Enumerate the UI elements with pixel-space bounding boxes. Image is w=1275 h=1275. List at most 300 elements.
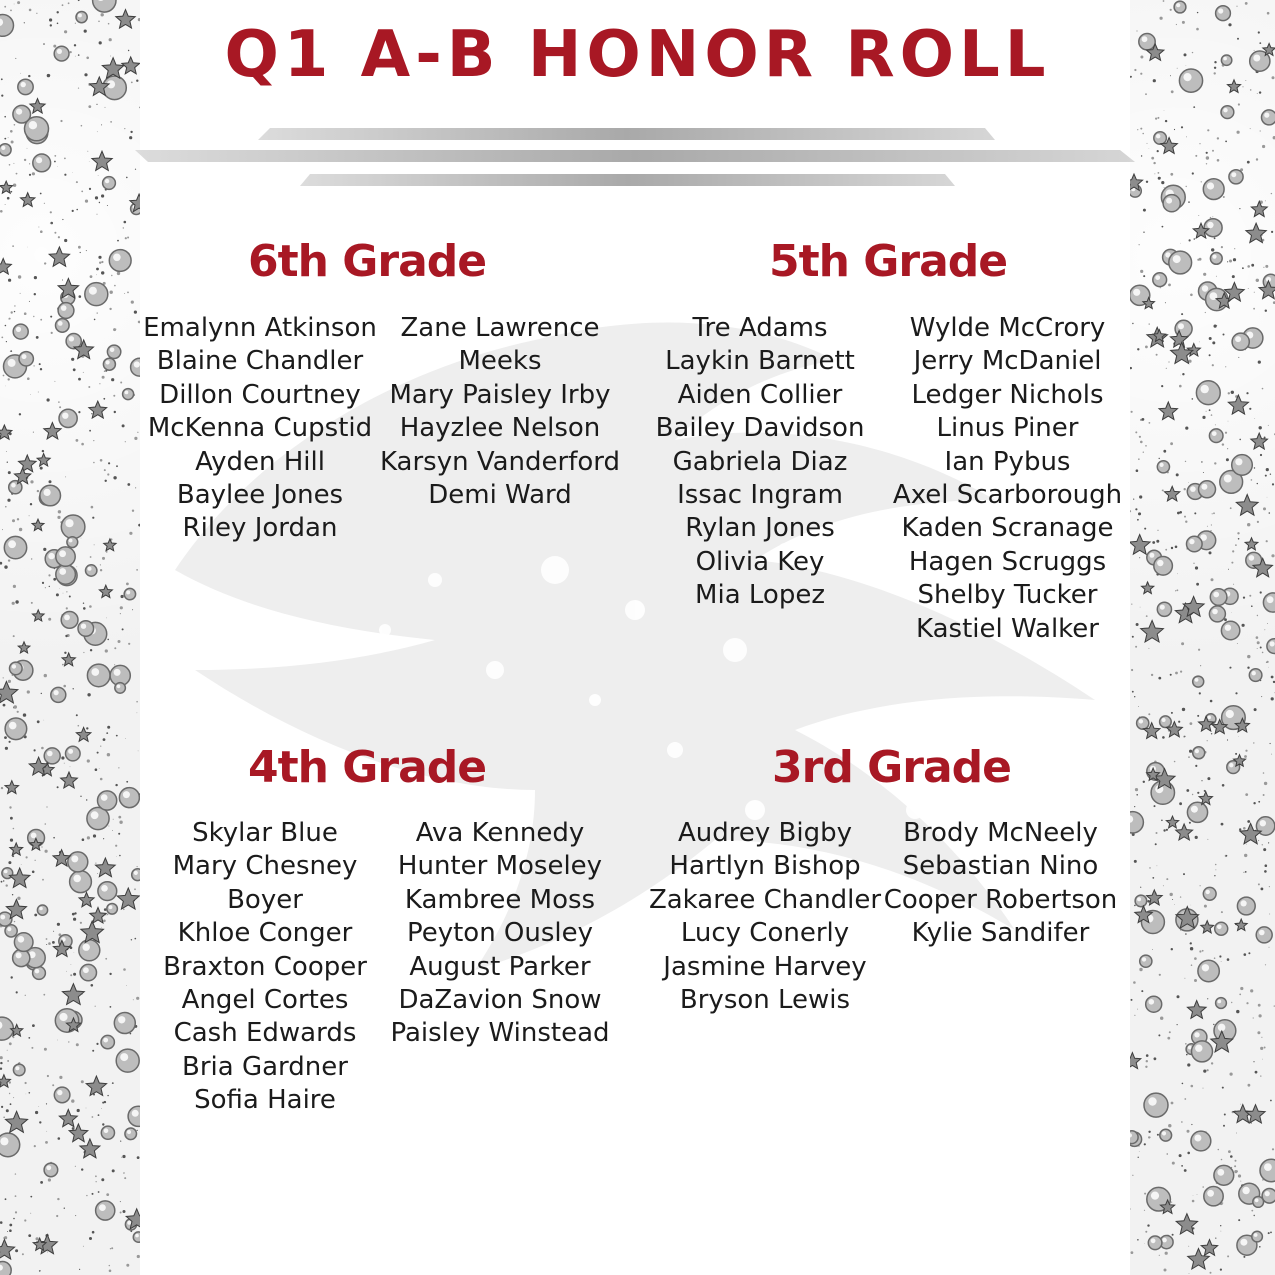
- glitter-speck: [1149, 422, 1151, 424]
- glitter-speck: [1184, 1098, 1186, 1100]
- glitter-speck: [0, 562, 2, 565]
- glitter-speck: [9, 1081, 11, 1083]
- glitter-speck: [96, 1043, 98, 1045]
- sequin: [67, 537, 78, 548]
- glitter-speck: [32, 871, 35, 874]
- glitter-speck: [10, 350, 12, 352]
- sequin: [1252, 1231, 1263, 1242]
- sequin-highlight: [15, 1066, 19, 1070]
- glitter-speck: [1172, 1162, 1175, 1165]
- glitter-speck: [1254, 1215, 1255, 1216]
- glitter-speck: [117, 272, 120, 275]
- stripe-middle: [135, 150, 1135, 162]
- glitter-speck: [1187, 1130, 1190, 1133]
- glitter-speck: [59, 588, 60, 589]
- sequin-highlight: [59, 568, 66, 575]
- glitter-speck: [116, 735, 118, 737]
- glitter-speck: [48, 618, 51, 621]
- sequin-highlight: [1217, 1000, 1221, 1004]
- glitter-speck: [1242, 267, 1244, 269]
- glitter-speck: [120, 1201, 121, 1202]
- glitter-speck: [123, 968, 126, 971]
- glitter-speck: [76, 439, 79, 442]
- glitter-speck: [1207, 526, 1208, 527]
- glitter-speck: [1257, 648, 1258, 649]
- glitter-speck: [9, 806, 11, 808]
- glitter-speck: [1212, 216, 1213, 217]
- glitter-speck: [1247, 667, 1249, 669]
- glitter-speck: [1196, 583, 1199, 586]
- sequin-highlight: [117, 685, 121, 689]
- glitter-speck: [0, 1062, 2, 1064]
- glitter-speck: [1257, 521, 1259, 523]
- sequin: [1204, 219, 1222, 237]
- glitter-speck: [23, 713, 26, 716]
- glitter-speck: [1171, 547, 1173, 549]
- student-name: Skylar Blue: [192, 818, 338, 848]
- glitter-speck: [62, 280, 63, 281]
- glitter-speck: [1257, 641, 1260, 644]
- glitter-speck: [107, 914, 109, 916]
- student-name: Ava Kennedy: [415, 818, 585, 848]
- glitter-speck: [1145, 445, 1146, 446]
- glitter-speck: [13, 828, 15, 830]
- glitter-speck: [117, 240, 119, 242]
- glitter-speck: [1, 787, 3, 789]
- glitter-speck: [96, 1181, 97, 1182]
- sequin-highlight: [1225, 625, 1231, 631]
- glitter-speck: [1211, 248, 1214, 251]
- glitter-speck: [1158, 1034, 1160, 1036]
- glitter-speck: [64, 652, 66, 654]
- glitter-speck: [66, 607, 68, 609]
- star-icon: [1142, 582, 1154, 594]
- glitter-speck: [37, 720, 40, 723]
- glitter-speck: [8, 559, 10, 561]
- glitter-speck: [81, 1080, 84, 1083]
- sequin: [59, 409, 77, 427]
- glitter-speck: [1177, 512, 1180, 515]
- glitter-speck: [45, 850, 48, 853]
- glitter-speck: [31, 558, 32, 559]
- glitter-speck: [8, 378, 10, 380]
- glitter-speck: [1227, 739, 1228, 740]
- glitter-speck: [1162, 490, 1164, 492]
- sequin-highlight: [12, 664, 16, 668]
- star-icon: [10, 843, 23, 855]
- glitter-speck: [109, 1270, 112, 1273]
- glitter-speck: [68, 1041, 69, 1042]
- glitter-speck: [53, 931, 54, 932]
- glitter-speck: [109, 826, 110, 827]
- glitter-speck: [1239, 994, 1241, 996]
- glitter-speck: [1197, 792, 1199, 794]
- student-name: Demi Ward: [428, 480, 572, 511]
- glitter-speck: [24, 312, 27, 315]
- glitter-speck: [1166, 829, 1168, 831]
- glitter-speck: [34, 914, 37, 917]
- glitter-speck: [1253, 802, 1255, 804]
- glitter-speck: [110, 1006, 112, 1008]
- glitter-speck: [1254, 418, 1255, 419]
- glitter-speck: [20, 293, 21, 294]
- sequin-highlight: [7, 927, 11, 931]
- star-icon: [1228, 395, 1248, 414]
- glitter-speck: [80, 252, 81, 253]
- glitter-speck: [124, 221, 127, 224]
- glitter-speck: [86, 250, 87, 251]
- sequin: [4, 536, 26, 558]
- glitter-speck: [1199, 950, 1201, 952]
- star-icon: [61, 772, 78, 788]
- glitter-speck: [97, 214, 98, 215]
- glitter-speck: [1269, 947, 1270, 948]
- glitter-speck: [125, 738, 126, 739]
- sequin-highlight: [1149, 553, 1154, 558]
- glitter-speck: [33, 432, 34, 433]
- glitter-speck: [92, 1116, 94, 1118]
- glitter-speck: [1139, 495, 1142, 498]
- glitter-speck: [1211, 414, 1213, 416]
- sequin-highlight: [101, 794, 108, 801]
- student-name: Kaden Scranage: [901, 513, 1114, 544]
- glitter-speck: [1175, 590, 1176, 591]
- sequin: [61, 515, 85, 539]
- glitter-speck: [1185, 427, 1188, 430]
- glitter-speck: [131, 301, 134, 304]
- glitter-speck: [29, 515, 30, 516]
- student-name: Kylie Sandifer: [911, 918, 1090, 949]
- glitter-speck: [1146, 615, 1148, 617]
- sequin: [1192, 1041, 1213, 1062]
- glitter-speck: [83, 1246, 84, 1247]
- glitter-speck: [47, 1252, 48, 1253]
- glitter-speck: [75, 1215, 76, 1216]
- glitter-speck: [1146, 1060, 1148, 1062]
- glitter-speck: [30, 480, 33, 483]
- glitter-speck: [87, 759, 90, 762]
- glitter-speck: [1179, 802, 1182, 805]
- glitter-speck: [80, 796, 81, 797]
- sequin: [44, 748, 60, 764]
- glitter-speck: [125, 237, 127, 239]
- glitter-speck: [79, 1269, 80, 1270]
- glitter-speck: [38, 1106, 39, 1107]
- glitter-speck: [50, 316, 52, 318]
- sequin: [86, 565, 97, 576]
- glitter-speck: [106, 551, 108, 553]
- glitter-speck: [1131, 999, 1133, 1001]
- sequin-highlight: [109, 905, 113, 909]
- sequin-highlight: [58, 321, 63, 326]
- sequin-highlight: [127, 1221, 131, 1225]
- glitter-speck: [100, 459, 103, 462]
- glitter-speck: [58, 401, 60, 403]
- sequin: [1157, 602, 1171, 616]
- glitter-speck: [1165, 1252, 1168, 1255]
- glitter-speck: [1238, 1174, 1241, 1177]
- sequin: [13, 324, 28, 339]
- glitter-speck: [1170, 674, 1172, 676]
- glitter-speck: [1188, 756, 1190, 758]
- glitter-speck: [64, 763, 65, 764]
- sequin: [1137, 717, 1149, 729]
- glitter-speck: [1262, 1059, 1263, 1060]
- sequin-highlight: [125, 391, 129, 395]
- glitter-speck: [1259, 426, 1262, 429]
- sequin-highlight: [1139, 719, 1143, 723]
- glitter-speck: [1263, 507, 1266, 510]
- glitter-speck: [1188, 201, 1190, 203]
- glitter-speck: [1266, 468, 1269, 471]
- glitter-speck: [1219, 955, 1221, 957]
- glitter-speck: [1169, 362, 1170, 363]
- glitter-speck: [36, 1237, 39, 1240]
- glitter-speck: [106, 618, 107, 619]
- sequin-highlight: [9, 722, 17, 730]
- sequin: [1148, 1236, 1162, 1250]
- student-name: Mia Lopez: [695, 580, 825, 611]
- glitter-speck: [1222, 443, 1224, 445]
- glitter-speck: [1141, 990, 1143, 992]
- glitter-speck: [1270, 743, 1271, 744]
- glitter-speck: [1182, 708, 1185, 711]
- glitter-speck: [1204, 905, 1207, 908]
- student-name: Mary Paisley Irby: [389, 379, 611, 410]
- glitter-speck: [1231, 1167, 1232, 1168]
- glitter-speck: [65, 635, 67, 637]
- glitter-speck: [17, 518, 19, 520]
- glitter-speck: [120, 1141, 121, 1142]
- glitter-speck: [1213, 512, 1215, 514]
- glitter-speck: [1156, 540, 1159, 543]
- glitter-speck: [1175, 672, 1178, 675]
- sequin-highlight: [118, 1016, 125, 1023]
- glitter-speck: [14, 311, 15, 312]
- star-icon: [1147, 890, 1163, 905]
- glitter-speck: [45, 587, 46, 588]
- sequin-highlight: [1207, 1190, 1214, 1197]
- glitter-speck: [1239, 828, 1241, 830]
- glitter-speck: [1139, 244, 1140, 245]
- glitter-speck: [1207, 1069, 1209, 1071]
- glitter-speck: [1177, 589, 1179, 591]
- sequin-highlight: [1207, 716, 1211, 720]
- glitter-speck: [31, 1047, 33, 1049]
- sequin-highlight: [1201, 385, 1209, 393]
- glitter-speck: [15, 1173, 16, 1174]
- glitter-speck: [112, 1082, 114, 1084]
- glitter-speck: [1260, 647, 1262, 649]
- sequin-highlight: [1151, 1238, 1156, 1243]
- glitter-speck: [1147, 900, 1150, 903]
- student-name: Mary Chesney: [172, 851, 358, 882]
- sequin-highlight: [1212, 255, 1216, 259]
- glitter-speck: [1199, 342, 1200, 343]
- glitter-speck: [1202, 950, 1204, 952]
- glitter-speck: [1262, 844, 1263, 845]
- glitter-speck: [1209, 409, 1211, 411]
- glitter-speck: [1139, 1151, 1140, 1152]
- sequin: [54, 1087, 70, 1103]
- glitter-speck: [1215, 1238, 1216, 1239]
- sequin: [87, 664, 110, 687]
- glitter-speck: [103, 398, 105, 400]
- sequin-highlight: [1162, 1238, 1167, 1243]
- glitter-speck: [95, 768, 98, 771]
- glitter-speck: [1230, 667, 1232, 669]
- third-grade-heading: 3rd Grade: [772, 742, 1011, 793]
- sequin: [80, 964, 96, 980]
- glitter-speck: [1240, 1181, 1241, 1182]
- glitter-speck: [1234, 1170, 1237, 1173]
- sequin-highlight: [1148, 1097, 1156, 1105]
- glitter-speck: [1140, 607, 1141, 608]
- glitter-speck: [8, 680, 11, 683]
- glitter-speck: [102, 376, 105, 379]
- star-icon: [18, 642, 30, 653]
- glitter-speck: [65, 476, 66, 477]
- glitter-speck: [86, 727, 88, 729]
- glitter-speck: [122, 424, 125, 427]
- star-icon: [1251, 201, 1267, 216]
- glitter-speck: [1163, 885, 1164, 886]
- glitter-speck: [1257, 1031, 1260, 1034]
- glitter-speck: [34, 293, 36, 295]
- sequin: [123, 389, 134, 400]
- glitter-speck: [6, 884, 8, 886]
- glitter-speck: [1147, 1224, 1149, 1226]
- sequin: [66, 746, 81, 761]
- sequin-highlight: [1162, 718, 1166, 722]
- glitter-speck: [113, 328, 116, 331]
- glitter-speck: [1251, 264, 1254, 267]
- glitter-speck: [86, 1108, 87, 1109]
- glitter-speck: [1253, 1017, 1254, 1018]
- glitter-speck: [1211, 524, 1212, 525]
- glitter-speck: [1168, 284, 1171, 287]
- glitter-speck: [91, 984, 94, 987]
- sixth-grade-heading: 6th Grade: [248, 236, 487, 287]
- glitter-speck: [6, 451, 7, 452]
- glitter-speck: [1174, 904, 1175, 905]
- glitter-speck: [19, 528, 22, 531]
- glitter-speck: [1139, 557, 1140, 558]
- glitter-speck: [57, 923, 60, 926]
- glitter-speck: [1268, 667, 1269, 668]
- sequin: [58, 303, 74, 319]
- glitter-speck: [1149, 867, 1151, 869]
- glitter-speck: [1144, 528, 1146, 530]
- glitter-speck: [1248, 1084, 1251, 1087]
- glitter-speck: [47, 807, 48, 808]
- glitter-speck: [31, 602, 33, 604]
- sequin-highlight: [59, 1013, 67, 1021]
- glitter-speck: [78, 411, 80, 413]
- student-name: Tre Adams: [692, 313, 828, 343]
- glitter-speck: [1235, 544, 1237, 546]
- student-name: Angel Cortes: [181, 985, 349, 1016]
- sequin-highlight: [31, 833, 37, 839]
- sequin: [1209, 606, 1225, 622]
- glitter-speck: [10, 351, 11, 352]
- glitter-speck: [1163, 450, 1166, 453]
- glitter-speck: [107, 639, 109, 641]
- sequin-highlight: [46, 1165, 51, 1170]
- glitter-speck: [1223, 334, 1225, 336]
- sequin: [96, 1201, 115, 1220]
- glitter-speck: [1259, 1246, 1261, 1248]
- glitter-speck: [1202, 1186, 1204, 1188]
- glitter-speck: [1254, 708, 1257, 711]
- glitter-speck: [1192, 1200, 1195, 1203]
- glitter-speck: [1144, 1210, 1145, 1211]
- glitter-speck: [99, 383, 100, 384]
- star-icon: [32, 610, 44, 621]
- sequin: [14, 933, 33, 952]
- student-name: Olivia Key: [695, 546, 825, 577]
- glitter-speck: [112, 830, 113, 831]
- glitter-speck: [81, 538, 82, 539]
- glitter-speck: [83, 372, 84, 373]
- fourth-grade-column-1: [150, 817, 380, 1118]
- sequin-highlight: [0, 1137, 8, 1145]
- glitter-speck: [1174, 761, 1176, 763]
- glitter-speck: [93, 834, 96, 837]
- glitter-speck: [53, 837, 55, 839]
- glitter-speck: [1272, 483, 1274, 485]
- glitter-speck: [1169, 1031, 1171, 1033]
- glitter-speck: [30, 1213, 31, 1214]
- glitter-speck: [25, 1082, 27, 1084]
- glitter-speck: [33, 316, 34, 317]
- glitter-speck: [1182, 1083, 1184, 1085]
- glitter-speck: [30, 1196, 32, 1198]
- glitter-speck: [1200, 665, 1201, 666]
- glitter-speck: [1192, 398, 1194, 400]
- glitter-speck: [1167, 1037, 1170, 1040]
- glitter-speck: [1222, 784, 1225, 787]
- glitter-speck: [1209, 337, 1212, 340]
- glitter-speck: [1239, 208, 1240, 209]
- glitter-speck: [105, 649, 108, 652]
- glitter-speck: [1189, 1273, 1190, 1274]
- glitter-speck: [2, 529, 3, 530]
- glitter-speck: [56, 1215, 58, 1217]
- sequin: [1193, 747, 1205, 759]
- glitter-speck: [133, 999, 134, 1000]
- glitter-speck: [1191, 905, 1192, 906]
- glitter-speck: [9, 1042, 12, 1045]
- glitter-speck: [1139, 436, 1141, 438]
- glitter-speck: [1237, 643, 1238, 644]
- glitter-speck: [1245, 750, 1247, 752]
- glitter-speck: [27, 247, 28, 248]
- glitter-speck: [72, 210, 74, 212]
- sequin-highlight: [1194, 1135, 1201, 1142]
- glitter-speck: [1271, 554, 1274, 557]
- glitter-speck: [1207, 740, 1208, 741]
- glitter-speck: [14, 921, 15, 922]
- star-icon: [80, 1139, 100, 1158]
- glitter-speck: [1261, 1037, 1262, 1038]
- glitter-speck: [1259, 1014, 1262, 1017]
- star-icon: [1159, 402, 1178, 420]
- glitter-speck: [120, 606, 123, 609]
- star-icon: [0, 425, 12, 439]
- glitter-speck: [46, 1103, 47, 1104]
- glitter-speck: [1265, 265, 1268, 268]
